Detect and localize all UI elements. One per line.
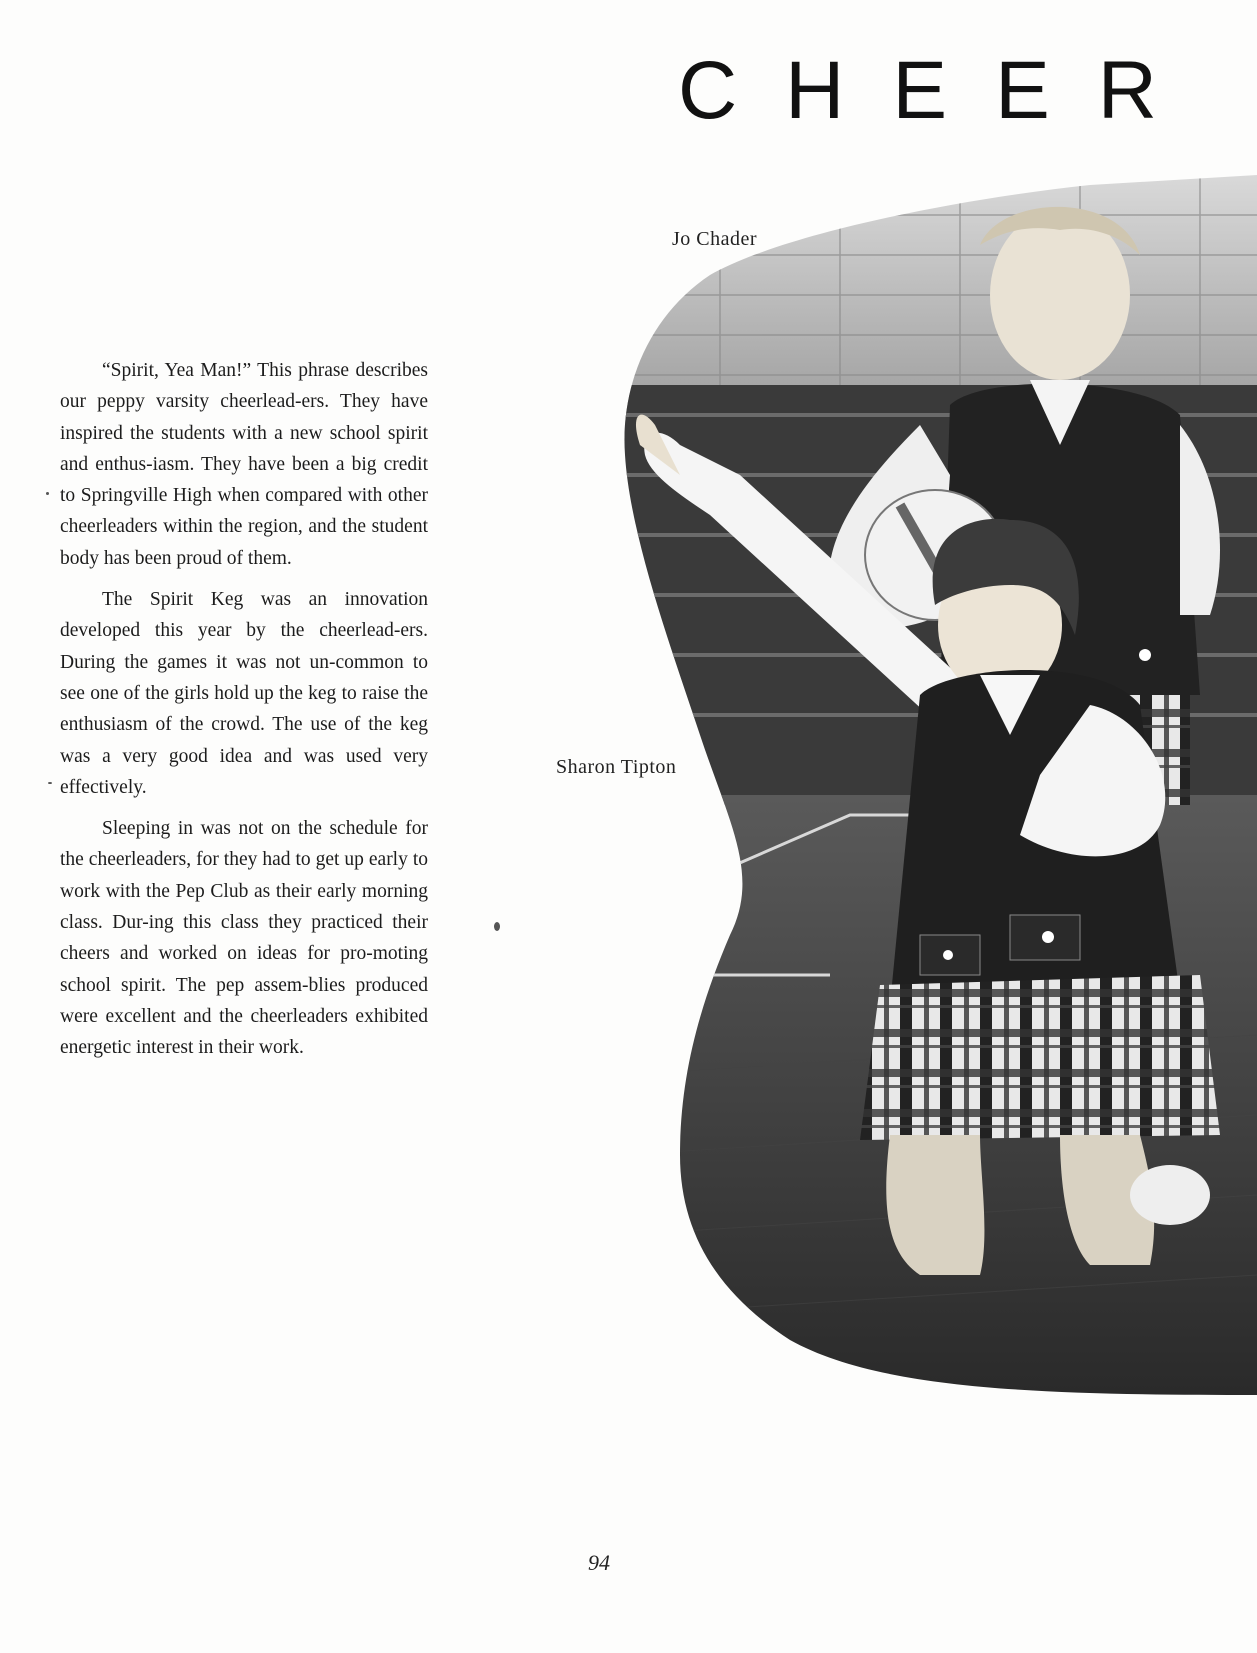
page-heading: CHEER — [677, 45, 1205, 136]
paragraph: The Spirit Keg was an innovation developed this year by the cheerlead-ers. During the games it was not un-common to see one of the girls hold up the keg to raise the enthusiasm of the crowd. The use of the keg was a very good idea and was used very effectively. — [60, 589, 428, 798]
cheerleader-photo — [620, 175, 1257, 1395]
paragraph: Sleeping in was not on the schedule for the cheerleaders, for they had to get up early to work with the Pep Club as their early morning class. Dur-ing this class they practiced their cheers and worked on ideas for pro-moting school spirit. The pep assem-blies produced were excellent and the cheerleaders exhibited energetic interest in their work. — [60, 818, 428, 1059]
print-speck — [46, 492, 49, 495]
article-body — [60, 355, 428, 1074]
page-number: 94 — [588, 1550, 610, 1575]
print-speck — [48, 782, 52, 784]
caption-sharon-tipton: Sharon Tipton — [556, 756, 677, 778]
caption-jo-chader: Jo Chader — [672, 228, 758, 250]
print-speck — [494, 922, 500, 931]
paragraph: “Spirit, Yea Man!” This phrase describes our peppy varsity cheerlead-ers. They have inspired the students with a new school spirit and enthus-iasm. They have been a big credit to Springville High when compared with other cheerleaders within the region, and the student body has been proud of them. — [60, 360, 428, 569]
